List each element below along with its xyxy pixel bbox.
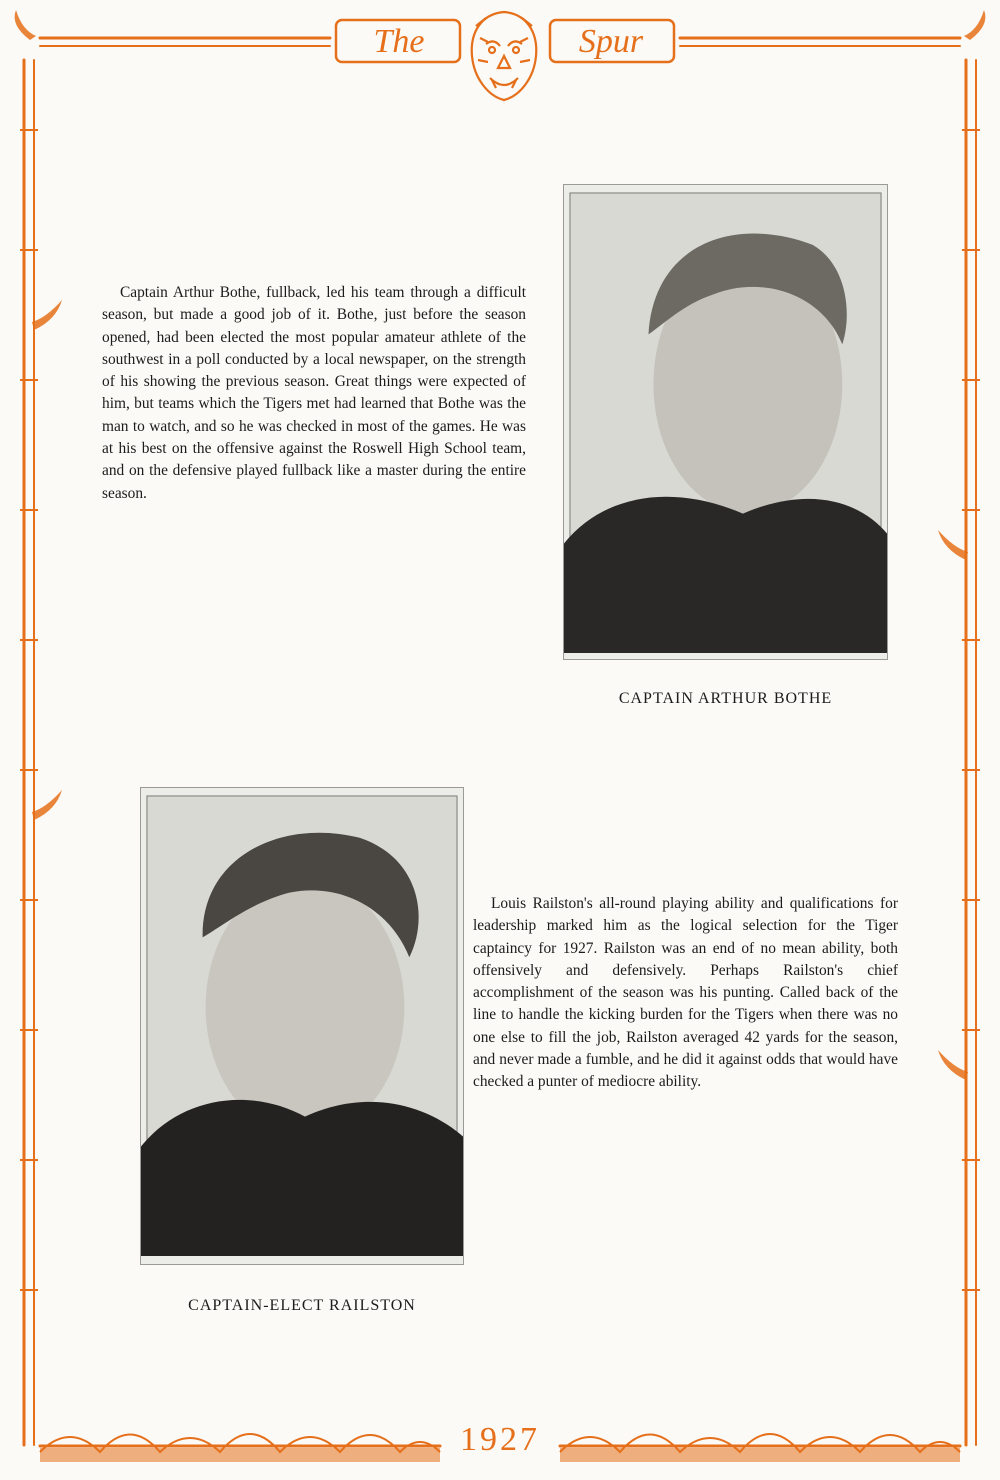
captain-elect-portrait-photo [140, 787, 464, 1265]
footer-year: 1927 [460, 1421, 540, 1458]
captain-portrait-photo [563, 184, 888, 660]
portrait-photo-icon [564, 185, 887, 659]
captain-elect-bio-paragraph: Louis Railston's all-round playing ability and qualifications for leadership marked him as the logical selection for the Tiger captaincy for 1927. Railston was an end of no mean ability, both offensively and defensively. Perhaps Railston's chief accomplishment of the season was his punting. Called back of the line to handle the kicking burden for the Tigers when there was no one else to fill the job, Railston averaged 42 yards for the season, and never made a fumble, and he did it against odds that would have checked a punter of mediocre ability. [473, 895, 898, 1091]
tiger-head-icon [462, 8, 546, 104]
captain-bio-paragraph: Captain Arthur Bothe, fullback, led his team through a difficult season, but made a good job of it. Bothe, just before the season opened, had been elected the most popular amateur athlete of the southwest in a poll conducted by a local newspaper, on the strength of his showing the previous season. Great things were expected of him, but teams which the Tigers met had learned that Bothe was the man to watch, and so he was checked in most of the games. He was at his best on the offensive against the Roswell High School team, and on the defensive played fullback like a master during the entire season. [102, 284, 526, 502]
header-right-word: Spur [578, 23, 644, 60]
portrait-photo-icon [141, 788, 463, 1264]
header-left-word: The [373, 23, 425, 60]
captain-elect-caption: CAPTAIN-ELECT RAILSTON [188, 1297, 416, 1314]
captain-caption: CAPTAIN ARTHUR BOTHE [618, 690, 833, 707]
